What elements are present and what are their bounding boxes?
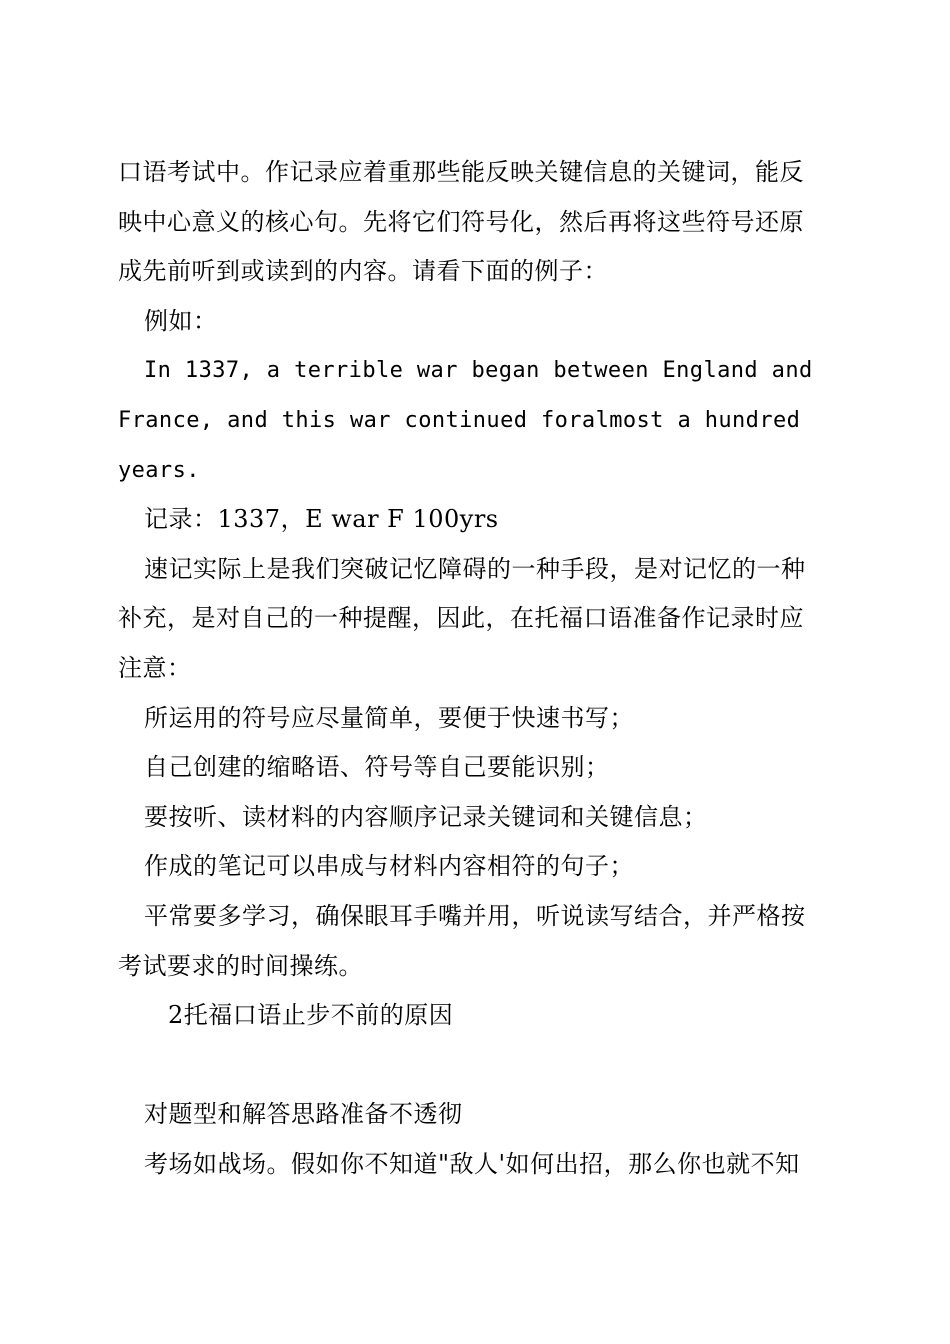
tip-item: 自己创建的缩略语、符号等自己要能识别； xyxy=(144,753,610,782)
paragraph-line: 速记实际上是我们突破记忆障碍的一种手段，是对记忆的一种 xyxy=(144,554,806,583)
document-body xyxy=(118,148,834,1189)
english-example-line: In 1337, a terrible war began between England and xyxy=(144,358,813,384)
paragraph-line: 补充，是对自己的一种提醒，因此，在托福口语准备作记录时应 xyxy=(118,604,804,633)
section-heading: 2托福口语止步不前的原因 xyxy=(168,1001,454,1030)
note-record-line: 记录：1337，E war F 100yrs xyxy=(144,505,499,534)
english-example-line: years. xyxy=(118,457,200,483)
paragraph-line: 映中心意义的核心句。先将它们符号化，然后再将这些符号还原 xyxy=(118,207,804,236)
paragraph-line: 注意： xyxy=(118,653,192,682)
subheading: 对题型和解答思路准备不透彻 xyxy=(144,1100,463,1129)
example-label: 例如： xyxy=(144,306,218,335)
tip-item: 所运用的符号应尽量简单，要便于快速书写； xyxy=(144,703,634,732)
paragraph-line: 口语考试中。作记录应着重那些能反映关键信息的关键词，能反 xyxy=(118,158,804,186)
paragraph-line: 考场如战场。假如你不知道"敌人'如何出招，那么你也就不知 xyxy=(144,1149,800,1178)
tip-item: 要按听、读材料的内容顺序记录关键词和关键信息； xyxy=(144,802,708,831)
paragraph-line: 考试要求的时间操练。 xyxy=(118,951,363,980)
blank-line xyxy=(118,1041,834,1091)
tip-item: 平常要多学习，确保眼耳手嘴并用，听说读写结合，并严格按 xyxy=(144,901,806,930)
paragraph-line: 成先前听到或读到的内容。请看下面的例子： xyxy=(118,257,608,286)
tip-item: 作成的笔记可以串成与材料内容相符的句子； xyxy=(144,852,634,881)
english-example-line: France, and this war continued foralmost a hundred xyxy=(118,407,801,433)
